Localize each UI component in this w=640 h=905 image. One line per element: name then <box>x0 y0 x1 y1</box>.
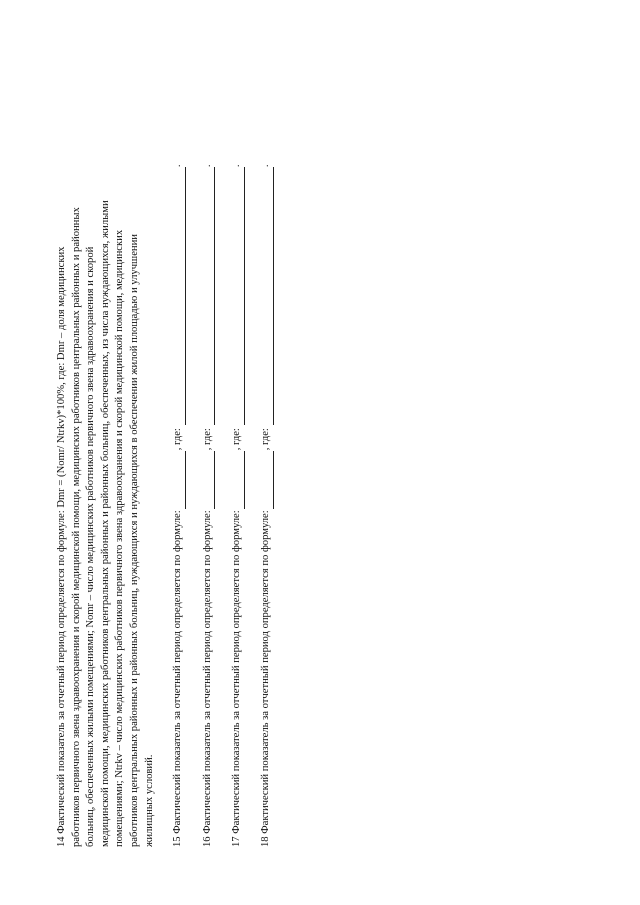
formula-blank[interactable] <box>234 451 245 509</box>
footnote-14-line: 14 Фактический показатель за отчетный период определяется по формуле: Dmr = (Nomr/ Ntrkv)*100%, где: Dmr – доля медицинских <box>56 246 67 847</box>
formula-blank[interactable] <box>175 451 186 509</box>
footnote-16 <box>201 57 216 847</box>
footnote-16-period: . <box>201 164 213 168</box>
definition-blank[interactable] <box>204 167 215 425</box>
definition-blank[interactable] <box>263 167 274 425</box>
formula-blank[interactable] <box>263 451 274 509</box>
footnote-17-text: 17 Фактический показатель за отчетный период определяется по формуле: <box>230 510 242 847</box>
rotated-content <box>55 57 305 847</box>
footnote-15-where: , где: <box>172 428 184 451</box>
footnote-18 <box>259 57 274 847</box>
footnote-14 <box>55 57 157 847</box>
footnote-14-line: работников первичного звена здравоохранения и скорой медицинской помощи, медицинских работников центральных районных и районных <box>70 207 82 847</box>
footnote-18-where: , где: <box>260 428 272 451</box>
footnote-15-period: . <box>172 164 184 168</box>
footnote-15-text: 15 Фактический показатель за отчетный период определяется по формуле: <box>172 510 184 847</box>
footnote-16-text: 16 Фактический показатель за отчетный период определяется по формуле: <box>201 510 213 847</box>
footnote-14-line: помещениями; Ntrkv – число медицинских работников первичного звена здравоохранения и скорой медицинской помощи, медицинских <box>114 229 126 847</box>
definition-blank[interactable] <box>234 167 245 425</box>
footnote-14-line: больниц, обеспеченных жилыми помещениями; Nomr – число медицинских работников первичного звена здравоохранения и скорой <box>85 246 97 847</box>
footnote-17 <box>230 57 245 847</box>
footnote-18-period: . <box>260 164 272 168</box>
footnote-14-line: жилищных условий. <box>143 754 155 847</box>
footnote-15 <box>171 57 186 847</box>
footnote-17-where: , где: <box>230 428 242 451</box>
footnote-17-period: . <box>230 164 242 168</box>
footnote-16-where: , где: <box>201 428 213 451</box>
footnote-18-text: 18 Фактический показатель за отчетный период определяется по формуле: <box>260 510 272 847</box>
formula-blank[interactable] <box>204 451 215 509</box>
footnote-14-line: медицинской помощи, медицинских работников центральных районных и районных больниц, обеспеченных, из числа нуждающихся, жилыми <box>99 200 111 847</box>
footnote-14-line: работников центральных районных и районных больниц, нуждающихся и нуждающихся в обеспечении жилой площадью и улучшении <box>128 234 140 847</box>
definition-blank[interactable] <box>175 167 186 425</box>
